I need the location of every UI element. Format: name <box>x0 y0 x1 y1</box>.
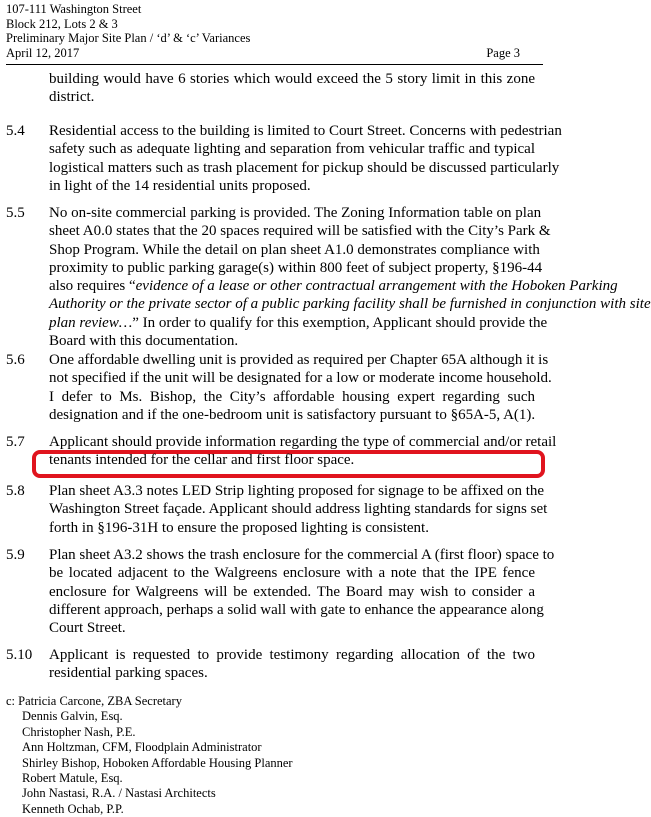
text-line: different approach, perhaps a solid wall with gate to enhance the appearance along <box>49 601 544 618</box>
text-line: Plan sheet A3.3 notes LED Strip lighting proposed for signage to be affixed on the <box>49 483 545 499</box>
text-line: Shop Program. While the detail on plan sheet A1.0 demonstrates compliance with <box>49 241 540 258</box>
quoted-text: plan review… <box>49 314 133 331</box>
text-line: residential parking spaces. <box>49 665 208 682</box>
text-line: tenants intended for the cellar and first floor space. <box>49 452 355 469</box>
text-line <box>49 314 548 332</box>
quoted-text: evidence of a lease or other contractual arrangement with the Hoboken Parking <box>135 278 618 295</box>
text-line: enclosure for Walgreens will be extended. The Board may wish to consider a <box>49 583 535 600</box>
text-line: building would have 6 stories which would exceed the 5 story limit in this zone <box>49 71 535 87</box>
text-line: One affordable dwelling unit is provided as required per Chapter 65A although it is <box>49 352 549 368</box>
text-line: Residential access to the building is limited to Court Street. Concerns with pedestrian <box>49 123 562 139</box>
text-line: designation and if the one-bedroom unit is satisfactory pursuant to §65A-5, A(1). <box>49 406 536 423</box>
item-number: 5.8 <box>6 483 25 499</box>
item-number: 5.6 <box>6 352 25 368</box>
text-line: district. <box>49 89 95 106</box>
item-number: 5.10 <box>6 647 33 663</box>
text-line: sheet A0.0 states that the 20 spaces required will be satisfied with the City’s Park & <box>49 223 551 240</box>
cc-recipient: Dennis Galvin, Esq. <box>22 709 123 724</box>
text-line: Court Street. <box>49 620 126 637</box>
document-header <box>6 2 520 60</box>
header-address: 107-111 Washington Street <box>6 2 142 16</box>
text-line <box>49 295 651 313</box>
text-line: Plan sheet A3.2 shows the trash enclosure for the commercial A (first floor) space to <box>49 547 555 563</box>
header-block: Block 212, Lots 2 & 3 <box>6 16 118 31</box>
text-line: Applicant should provide information regarding the type of commercial and/or retail <box>49 434 557 450</box>
cc-recipient: Shirley Bishop, Hoboken Affordable Housing Planner <box>22 755 293 770</box>
text-line: not specified if the unit will be designated for a low or moderate income household. <box>49 370 552 387</box>
text-line: No on-site commercial parking is provided. The Zoning Information table on plan <box>49 205 542 221</box>
item-number: 5.4 <box>6 123 25 139</box>
header-divider <box>6 64 543 65</box>
header-date: April 12, 2017 <box>6 45 80 60</box>
cc-recipient: John Nastasi, R.A. / Nastasi Architects <box>22 786 216 801</box>
cc-recipient: Robert Matule, Esq. <box>22 771 123 786</box>
header-page-number: Page 3 <box>486 45 520 60</box>
text-line: I defer to Ms. Bishop, the City’s affordable housing expert regarding such <box>49 388 535 405</box>
text-span: ” In order to qualify for this exemption, Applicant should provide the <box>132 314 548 331</box>
quoted-text: Authority or the private sector of a public parking facility shall be furnished in conjunction with site <box>49 296 651 313</box>
text-line: in light of the 14 residential units proposed. <box>49 177 311 194</box>
header-plan: Preliminary Major Site Plan / ‘d’ & ‘c’ Variances <box>6 31 251 46</box>
text-line: Washington Street façade. Applicant should address lighting standards for signs set <box>49 501 548 518</box>
text-line: Board with this documentation. <box>49 333 239 350</box>
text-line: safety such as adequate lighting and separation from vehicular traffic and typical <box>49 141 535 158</box>
cc-recipient: Christopher Nash, P.E. <box>22 724 136 739</box>
text-line: be located adjacent to the Walgreens enclosure with a note that the IPE fence <box>49 565 535 582</box>
text-span: also requires “ <box>49 278 136 295</box>
cc-recipient: Ann Holtzman, CFM, Floodplain Administrator <box>22 740 262 755</box>
item-number: 5.7 <box>6 434 25 450</box>
text-line: logistical matters such as trash placement for pickup should be discussed particularly <box>49 159 560 176</box>
cc-recipient: Kenneth Ochab, P.P. <box>22 801 124 816</box>
item-number: 5.5 <box>6 205 25 221</box>
text-line: Applicant is requested to provide testimony regarding allocation of the two <box>49 647 535 663</box>
item-number: 5.9 <box>6 547 25 563</box>
cc-first-recipient: c: Patricia Carcone, ZBA Secretary <box>6 694 182 708</box>
text-line: forth in §196-31H to ensure the proposed lighting is consistent. <box>49 519 429 536</box>
text-line: proximity to public parking garage(s) within 800 feet of subject property, §196-44 <box>49 259 543 276</box>
text-line <box>49 277 618 295</box>
cc-list <box>6 694 293 817</box>
